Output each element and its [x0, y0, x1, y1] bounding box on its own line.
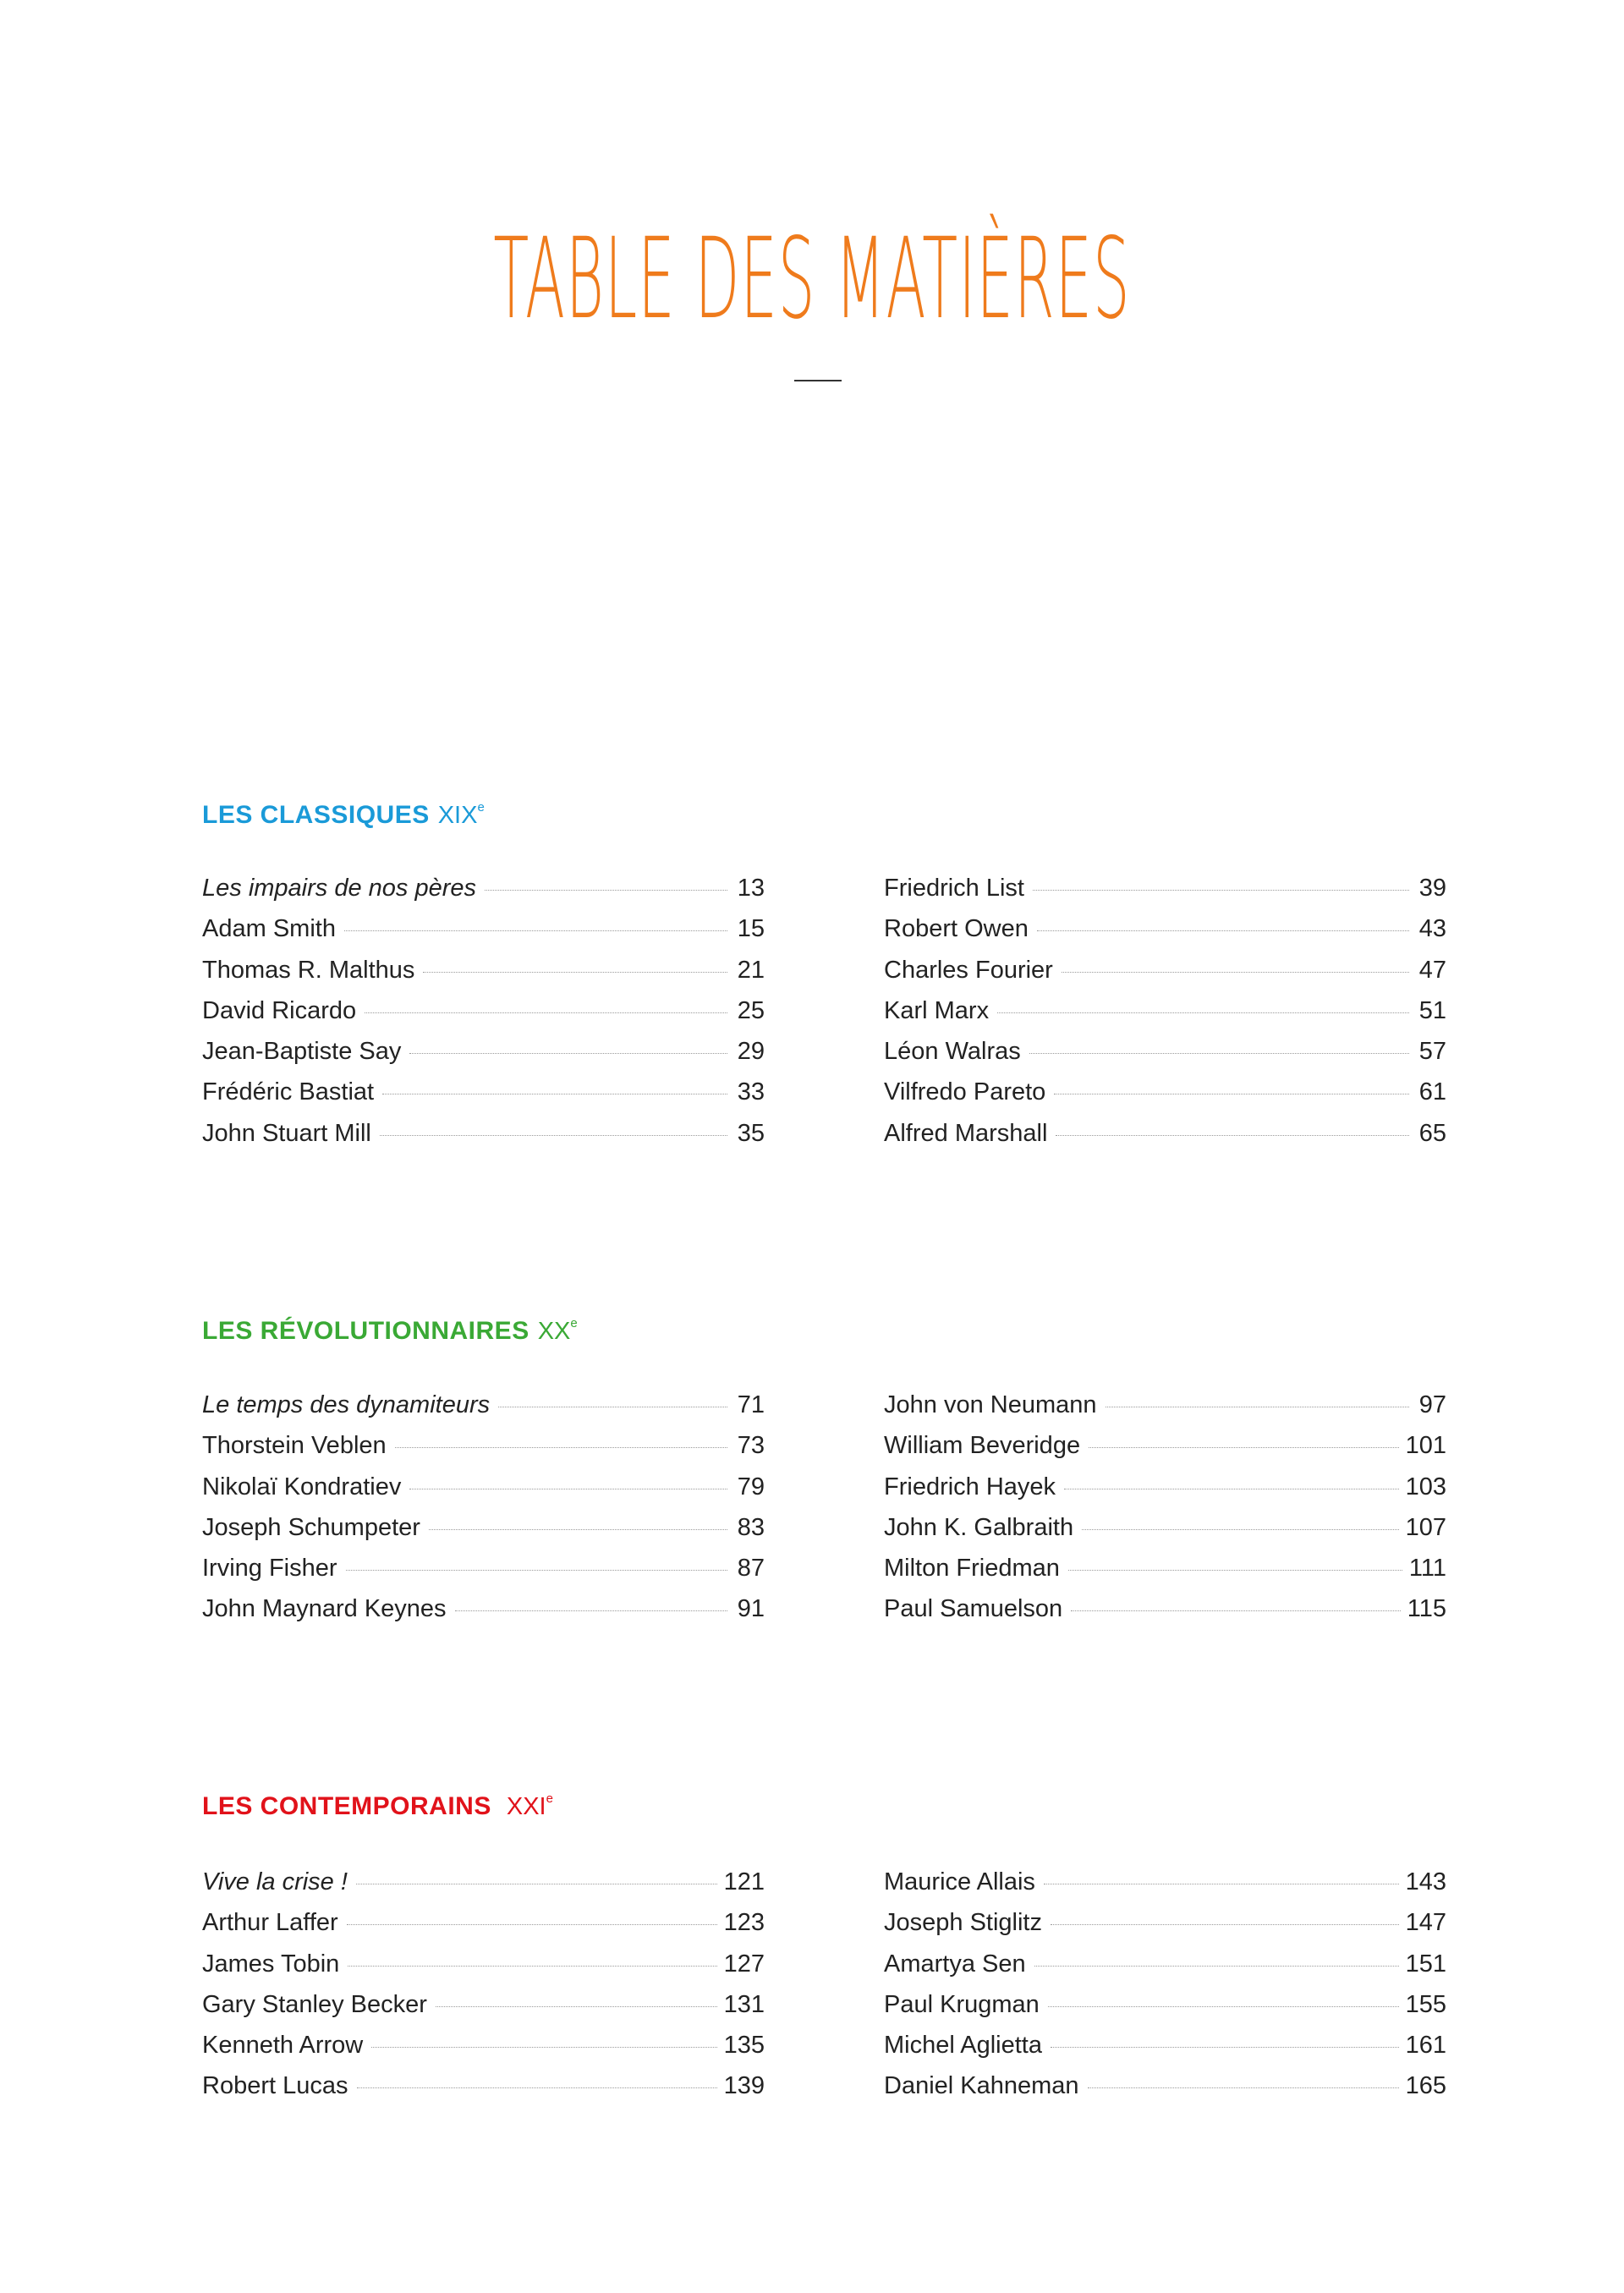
page-number: 161 [1405, 2032, 1446, 2060]
page-number: 15 [737, 915, 765, 943]
toc-entry[interactable] [884, 1906, 1446, 1946]
dot-leader [1089, 1447, 1399, 1448]
toc-entry[interactable] [884, 871, 1446, 912]
entry-title: James Tobin [202, 1950, 340, 1978]
page-number: 91 [737, 1595, 765, 1623]
dot-leader [395, 1447, 727, 1448]
section-title: LES CLASSIQUES [202, 801, 430, 829]
dot-leader [371, 2047, 716, 2048]
dot-leader [423, 972, 727, 973]
toc-entry[interactable] [202, 994, 765, 1034]
dot-leader [1068, 1570, 1402, 1571]
page-number: 147 [1405, 1909, 1446, 1937]
dot-leader [485, 890, 727, 891]
page-number: 135 [723, 2032, 765, 2060]
toc-entry[interactable] [884, 1429, 1446, 1469]
toc-column-left [202, 1388, 765, 1633]
section-title: LES CONTEMPORAINS [202, 1792, 491, 1820]
page-number: 139 [723, 2072, 765, 2100]
entry-title: Milton Friedman [884, 1555, 1060, 1583]
page-number: 127 [723, 1950, 765, 1978]
dot-leader [344, 930, 727, 931]
entry-title: Léon Walras [884, 1038, 1021, 1066]
dot-leader [1062, 972, 1409, 973]
page-number: 79 [737, 1473, 765, 1500]
entry-title: Friedrich Hayek [884, 1473, 1056, 1500]
toc-column-right [884, 1865, 1446, 2110]
page-number: 61 [1418, 1078, 1446, 1106]
toc-entry[interactable] [884, 1947, 1446, 1988]
dot-leader [1051, 1924, 1399, 1925]
page-number: 13 [737, 875, 765, 902]
entry-title: Le temps des dynamiteurs [202, 1391, 491, 1418]
page-number: 57 [1418, 1038, 1446, 1066]
page-number: 35 [737, 1119, 765, 1147]
page-number: 107 [1405, 1513, 1446, 1541]
toc-entry[interactable] [884, 1034, 1446, 1075]
page-number: 51 [1418, 996, 1446, 1024]
entry-title: Joseph Stiglitz [884, 1909, 1042, 1937]
toc-entry[interactable] [884, 1116, 1446, 1157]
toc-entry[interactable] [202, 1116, 765, 1157]
dot-leader [1029, 1053, 1409, 1054]
page-number: 87 [737, 1555, 765, 1583]
page-number: 97 [1418, 1391, 1446, 1418]
toc-entry[interactable] [884, 1551, 1446, 1592]
dot-leader [1048, 2006, 1399, 2007]
toc-entry[interactable] [884, 953, 1446, 994]
page-number: 47 [1418, 956, 1446, 984]
dot-leader [1034, 1966, 1399, 1967]
entry-title: Alfred Marshall [884, 1119, 1048, 1147]
dot-leader [429, 1529, 727, 1530]
toc-entry[interactable] [884, 1865, 1446, 1906]
toc-entry[interactable] [202, 1592, 765, 1632]
toc-entry[interactable] [202, 1988, 765, 2028]
toc-entry[interactable] [884, 1988, 1446, 2028]
century-suffix: e [570, 1316, 578, 1330]
entry-title: Irving Fisher [202, 1555, 337, 1583]
toc-entry[interactable] [202, 912, 765, 952]
section-century [538, 1318, 578, 1345]
dot-leader [1082, 1529, 1399, 1530]
section-heading-contemporains [202, 1782, 553, 1824]
page-number: 123 [723, 1909, 765, 1937]
toc-entry[interactable] [884, 1388, 1446, 1429]
entry-title: Thomas R. Malthus [202, 956, 415, 984]
dot-leader [1037, 930, 1409, 931]
entry-title: Paul Krugman [884, 1990, 1040, 2018]
dot-leader [1051, 2047, 1399, 2048]
entry-title: Robert Lucas [202, 2072, 348, 2100]
toc-column-right [884, 1388, 1446, 1633]
dot-leader [1033, 890, 1409, 891]
page-number: 65 [1418, 1119, 1446, 1147]
entry-title: Vive la crise ! [202, 1868, 348, 1895]
toc-entry[interactable] [202, 1075, 765, 1116]
section-heading-revolutionnaires [202, 1307, 578, 1348]
entry-title: Daniel Kahneman [884, 2072, 1079, 2100]
entry-title: John Maynard Keynes [202, 1595, 447, 1623]
toc-entry-intro[interactable] [202, 1388, 765, 1429]
entry-title: Amartya Sen [884, 1950, 1026, 1978]
toc-entry[interactable] [884, 912, 1446, 952]
section-century [507, 1793, 553, 1820]
section-century [438, 802, 485, 829]
dot-leader [380, 1135, 727, 1136]
page-number: 71 [737, 1391, 765, 1418]
entry-title: Thorstein Veblen [202, 1432, 387, 1460]
toc-entry[interactable] [884, 2028, 1446, 2069]
toc-entry[interactable] [202, 953, 765, 994]
entry-title: John von Neumann [884, 1391, 1097, 1418]
toc-entry[interactable] [884, 994, 1446, 1034]
dot-leader [1071, 1610, 1401, 1611]
toc-entry[interactable] [884, 1592, 1446, 1632]
toc-entry[interactable] [202, 1470, 765, 1511]
toc-entry-intro[interactable] [202, 1865, 765, 1906]
toc-entry[interactable] [202, 1947, 765, 1988]
page-number: 21 [737, 956, 765, 984]
entry-title: Robert Owen [884, 915, 1029, 943]
entry-title: Kenneth Arrow [202, 2032, 364, 2060]
page-number: 151 [1405, 1950, 1446, 1978]
dot-leader [997, 1012, 1409, 1013]
page-number: 155 [1405, 1990, 1446, 2018]
section-heading-classiques [202, 791, 485, 832]
entry-title: Gary Stanley Becker [202, 1990, 427, 2018]
entry-title: Friedrich List [884, 875, 1024, 902]
entry-title: John K. Galbraith [884, 1513, 1074, 1541]
century-numeral: XIX [437, 802, 478, 829]
century-numeral: XXI [506, 1793, 546, 1820]
entry-title: Nikolaï Kondratiev [202, 1473, 402, 1500]
entry-title: Adam Smith [202, 915, 336, 943]
page-number: 43 [1418, 915, 1446, 943]
entry-title: Michel Aglietta [884, 2032, 1042, 2060]
page-number: 143 [1405, 1868, 1446, 1895]
page-number: 33 [737, 1078, 765, 1106]
century-suffix: e [477, 800, 485, 815]
dot-leader [1056, 1135, 1409, 1136]
page-number: 83 [737, 1513, 765, 1541]
toc-entry[interactable] [202, 2028, 765, 2069]
dot-leader [436, 2006, 717, 2007]
toc-entry[interactable] [202, 1034, 765, 1075]
toc-column-left [202, 1865, 765, 2110]
toc-entry[interactable] [202, 1906, 765, 1946]
toc-entry[interactable] [884, 1470, 1446, 1511]
dot-leader [347, 1924, 717, 1925]
dot-leader [1088, 2087, 1399, 2088]
section-title: LES RÉVOLUTIONNAIRES [202, 1317, 529, 1345]
page-number: 121 [723, 1868, 765, 1895]
entry-title: Frédéric Bastiat [202, 1078, 375, 1106]
entry-title: Maurice Allais [884, 1868, 1035, 1895]
entry-title: David Ricardo [202, 996, 357, 1024]
entry-title: Karl Marx [884, 996, 990, 1024]
page-number: 29 [737, 1038, 765, 1066]
entry-title: Les impairs de nos pères [202, 875, 476, 902]
toc-column-left [202, 871, 765, 1157]
entry-title: Charles Fourier [884, 956, 1053, 984]
century-suffix: e [546, 1791, 553, 1806]
entry-title: Joseph Schumpeter [202, 1513, 420, 1541]
toc-entry-intro[interactable] [202, 871, 765, 912]
dot-leader [348, 1966, 716, 1967]
page-number: 165 [1405, 2072, 1446, 2100]
page-number: 101 [1405, 1432, 1446, 1460]
toc-entry[interactable] [884, 2069, 1446, 2109]
toc-entry[interactable] [884, 1075, 1446, 1116]
dot-leader [346, 1570, 727, 1571]
dot-leader [409, 1053, 727, 1054]
entry-title: Jean-Baptiste Say [202, 1038, 402, 1066]
toc-entry[interactable] [202, 2069, 765, 2109]
toc-entry[interactable] [202, 1551, 765, 1592]
page-number: 103 [1405, 1473, 1446, 1500]
page-number: 111 [1408, 1555, 1446, 1583]
century-numeral: XX [537, 1318, 571, 1345]
toc-column-right [884, 871, 1446, 1157]
page-number: 73 [737, 1432, 765, 1460]
toc-entry[interactable] [202, 1429, 765, 1469]
dot-leader [365, 1012, 727, 1013]
page-number: 131 [723, 1990, 765, 2018]
page-number: 25 [737, 996, 765, 1024]
title-divider [794, 380, 842, 381]
page-number: 115 [1407, 1595, 1446, 1623]
entry-title: Arthur Laffer [202, 1909, 338, 1937]
page-number: 39 [1418, 875, 1446, 902]
entry-title: Paul Samuelson [884, 1595, 1063, 1623]
page-title: TABLE DES MATIÈRES [493, 214, 1131, 344]
toc-entry[interactable] [202, 1511, 765, 1551]
entry-title: William Beveridge [884, 1432, 1081, 1460]
dot-leader [455, 1610, 727, 1611]
dot-leader [357, 2087, 717, 2088]
toc-entry[interactable] [884, 1511, 1446, 1551]
entry-title: John Stuart Mill [202, 1119, 371, 1147]
entry-title: Vilfredo Pareto [884, 1078, 1046, 1106]
